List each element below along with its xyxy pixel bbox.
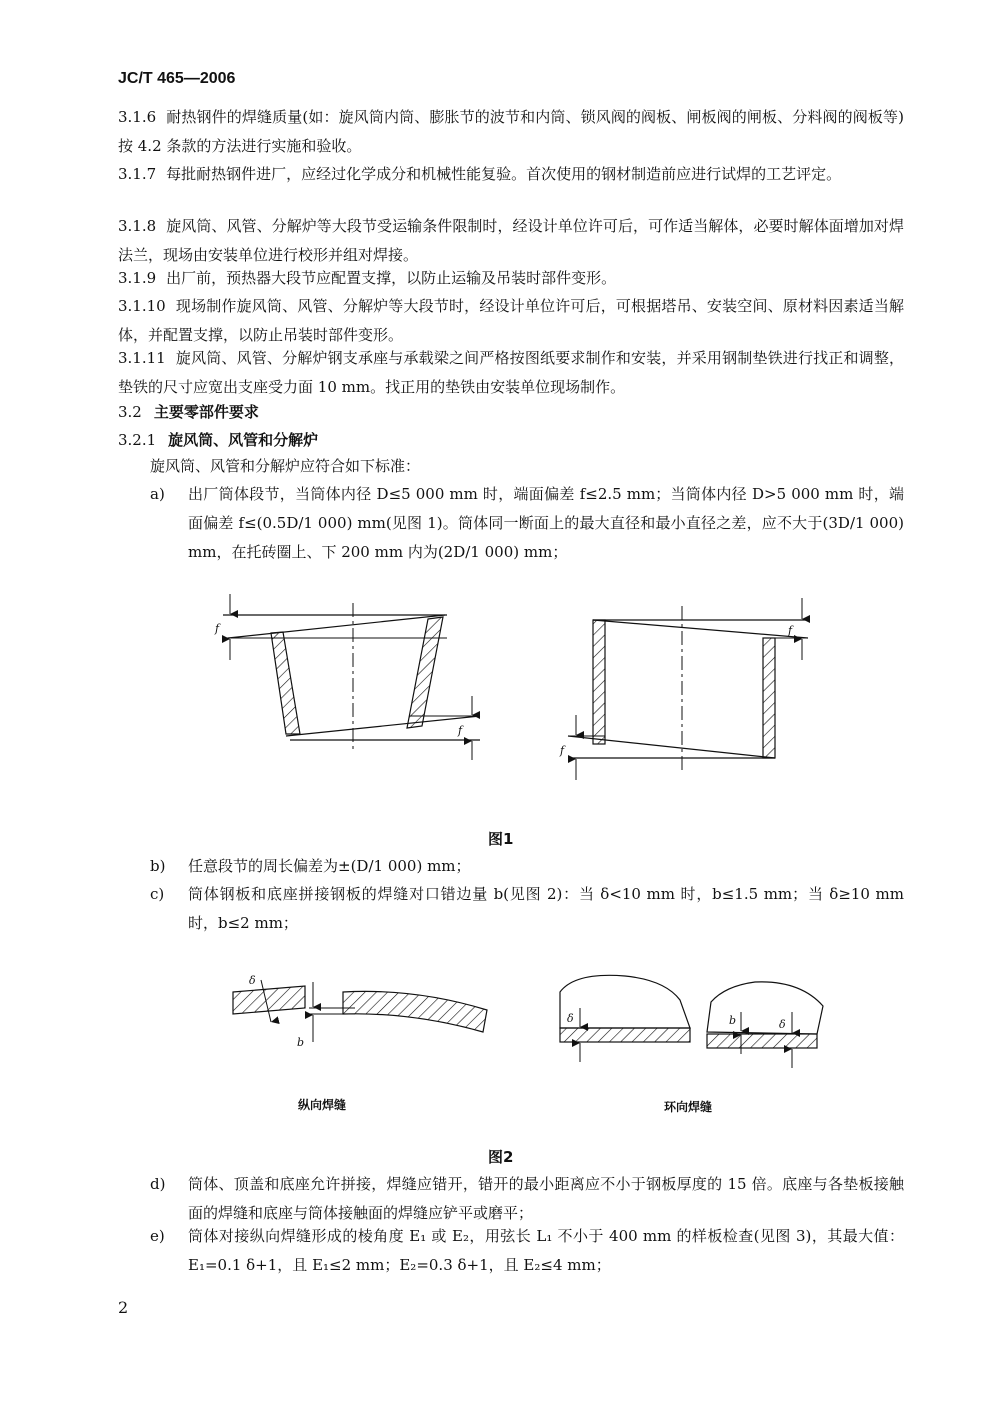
intro-sentence: 旋风筒、风管和分解炉应符合如下标准：: [150, 457, 421, 475]
section-heading-3-2-1: [118, 426, 318, 455]
item-label: d): [150, 1175, 166, 1193]
dim-label-delta: δ: [567, 1012, 574, 1025]
standard-code: JC/T 465—2006: [118, 70, 236, 87]
figure-2-caption: 图2: [488, 1148, 514, 1166]
clause-3-1-11: [118, 344, 904, 402]
clause-number: 3.1.8: [118, 217, 157, 235]
dim-label-delta: δ: [249, 974, 256, 987]
clause-3-1-8: [118, 212, 904, 270]
list-item-a: [150, 480, 904, 567]
section-number: 3.2.1: [118, 431, 157, 449]
list-item-b: [150, 852, 904, 881]
section-title: 旋风筒、风管和分解炉: [168, 431, 319, 449]
clause-number: 3.1.6: [118, 108, 157, 126]
dim-label-delta: δ: [779, 1018, 786, 1031]
dim-label-f: f: [215, 622, 220, 635]
tapered-cylinder-drawing: [214, 594, 480, 760]
clause-number: 3.1.9: [118, 269, 157, 287]
section-heading-3-2: [118, 398, 259, 427]
list-item-c: [150, 880, 904, 938]
item-text: 筒体对接纵向焊缝形成的棱角度 E₁ 或 E₂，用弦长 L₁ 不小于 400 mm 的样板检查(见图 3)，其最大值：E₁=0.1 δ+1，且 E₁≤2 mm；E₂=0.3 δ+1，且 E₂≤4 mm；: [188, 1227, 904, 1274]
item-label: c): [150, 885, 165, 903]
dim-label-f: f: [560, 744, 565, 757]
circumferential-seam-drawing: [560, 975, 823, 1068]
list-item-d: [150, 1170, 904, 1228]
clause-text: 耐热钢件的焊缝质量(如：旋风筒内筒、膨胀节的波节和内筒、锁风阀的阀板、闸板阀的闸板、分料阀的阀板等)按 4.2 条款的方法进行实施和验收。: [118, 108, 904, 155]
clause-number: 3.1.7: [118, 165, 157, 183]
clause-text: 出厂前，预热器大段节应配置支撑，以防止运输及吊装时部件变形。: [166, 269, 617, 287]
figure-2-diagram: [225, 962, 845, 1072]
figure-2-right-caption: 环向焊缝: [664, 1100, 713, 1114]
item-label: a): [150, 485, 165, 503]
item-text: 出厂筒体段节，当筒体内径 D≤5 000 mm 时，端面偏差 f≤2.5 mm；当筒体内径 D>5 000 mm 时，端面偏差 f≤(0.5D/1 000) mm(见图 1)。筒体同一断面上的最大直径和最小直径之差，应不大于(3D/1 000) mm，在托砖圈上、下 200 mm 内为(2D/1 000) mm；: [188, 485, 904, 561]
clause-3-1-7: [118, 160, 904, 189]
section-title: 主要零部件要求: [153, 403, 259, 421]
item-text: 任意段节的周长偏差为±(D/1 000) mm；: [188, 857, 471, 875]
clause-number: 3.1.11: [118, 349, 166, 367]
item-text: 筒体钢板和底座拼接钢板的焊缝对口错边量 b(见图 2)：当 δ<10 mm 时，b≤1.5 mm；当 δ≥10 mm 时，b≤2 mm；: [188, 885, 904, 932]
figure-2-left-caption: 纵向焊缝: [298, 1098, 347, 1112]
item-label: b): [150, 857, 166, 875]
page-number: 2: [118, 1298, 129, 1317]
clause-text: 每批耐热钢件进厂，应经过化学成分和机械性能复验。首次使用的钢材制造前应进行试焊的工艺评定。: [166, 165, 842, 183]
clause-text: 旋风筒、风管、分解炉等大段节受运输条件限制时，经设计单位许可后，可作适当解体，必要时解体面增加对焊法兰，现场由安装单位进行校形并组对焊接。: [118, 217, 904, 264]
clause-3-1-9: [118, 264, 904, 293]
item-label: e): [150, 1227, 165, 1245]
straight-cylinder-drawing: [559, 598, 808, 780]
clause-3-1-10: [118, 292, 904, 350]
clause-3-1-6: [118, 103, 904, 161]
dim-label-f: f: [788, 624, 793, 637]
figure-1-diagram: [210, 588, 830, 823]
clause-text: 旋风筒、风管、分解炉钢支承座与承载梁之间严格按图纸要求制作和安装，并采用钢制垫铁进行找正和调整，垫铁的尺寸应宽出支座受力面 10 mm。找正用的垫铁由安装单位现场制作。: [118, 349, 904, 396]
item-text: 筒体、顶盖和底座允许拼接，焊缝应错开，错开的最小距离应不小于钢板厚度的 15 倍。底座与各垫板接触面的焊缝和底座与筒体接触面的焊缝应铲平或磨平；: [188, 1175, 904, 1222]
clause-text: 现场制作旋风筒、风管、分解炉等大段节时，经设计单位许可后，可根据塔吊、安装空间、原材料因素适当解体，并配置支撑，以防止吊装时部件变形。: [118, 297, 904, 344]
list-item-e: [150, 1222, 904, 1280]
dim-label-f: f: [458, 724, 463, 737]
clause-number: 3.1.10: [118, 297, 166, 315]
section-number: 3.2: [118, 403, 142, 421]
figure-1-caption: 图1: [488, 830, 514, 848]
dim-label-b: b: [729, 1014, 737, 1027]
longitudinal-seam-drawing: [233, 974, 487, 1049]
dim-label-b: b: [297, 1036, 305, 1049]
